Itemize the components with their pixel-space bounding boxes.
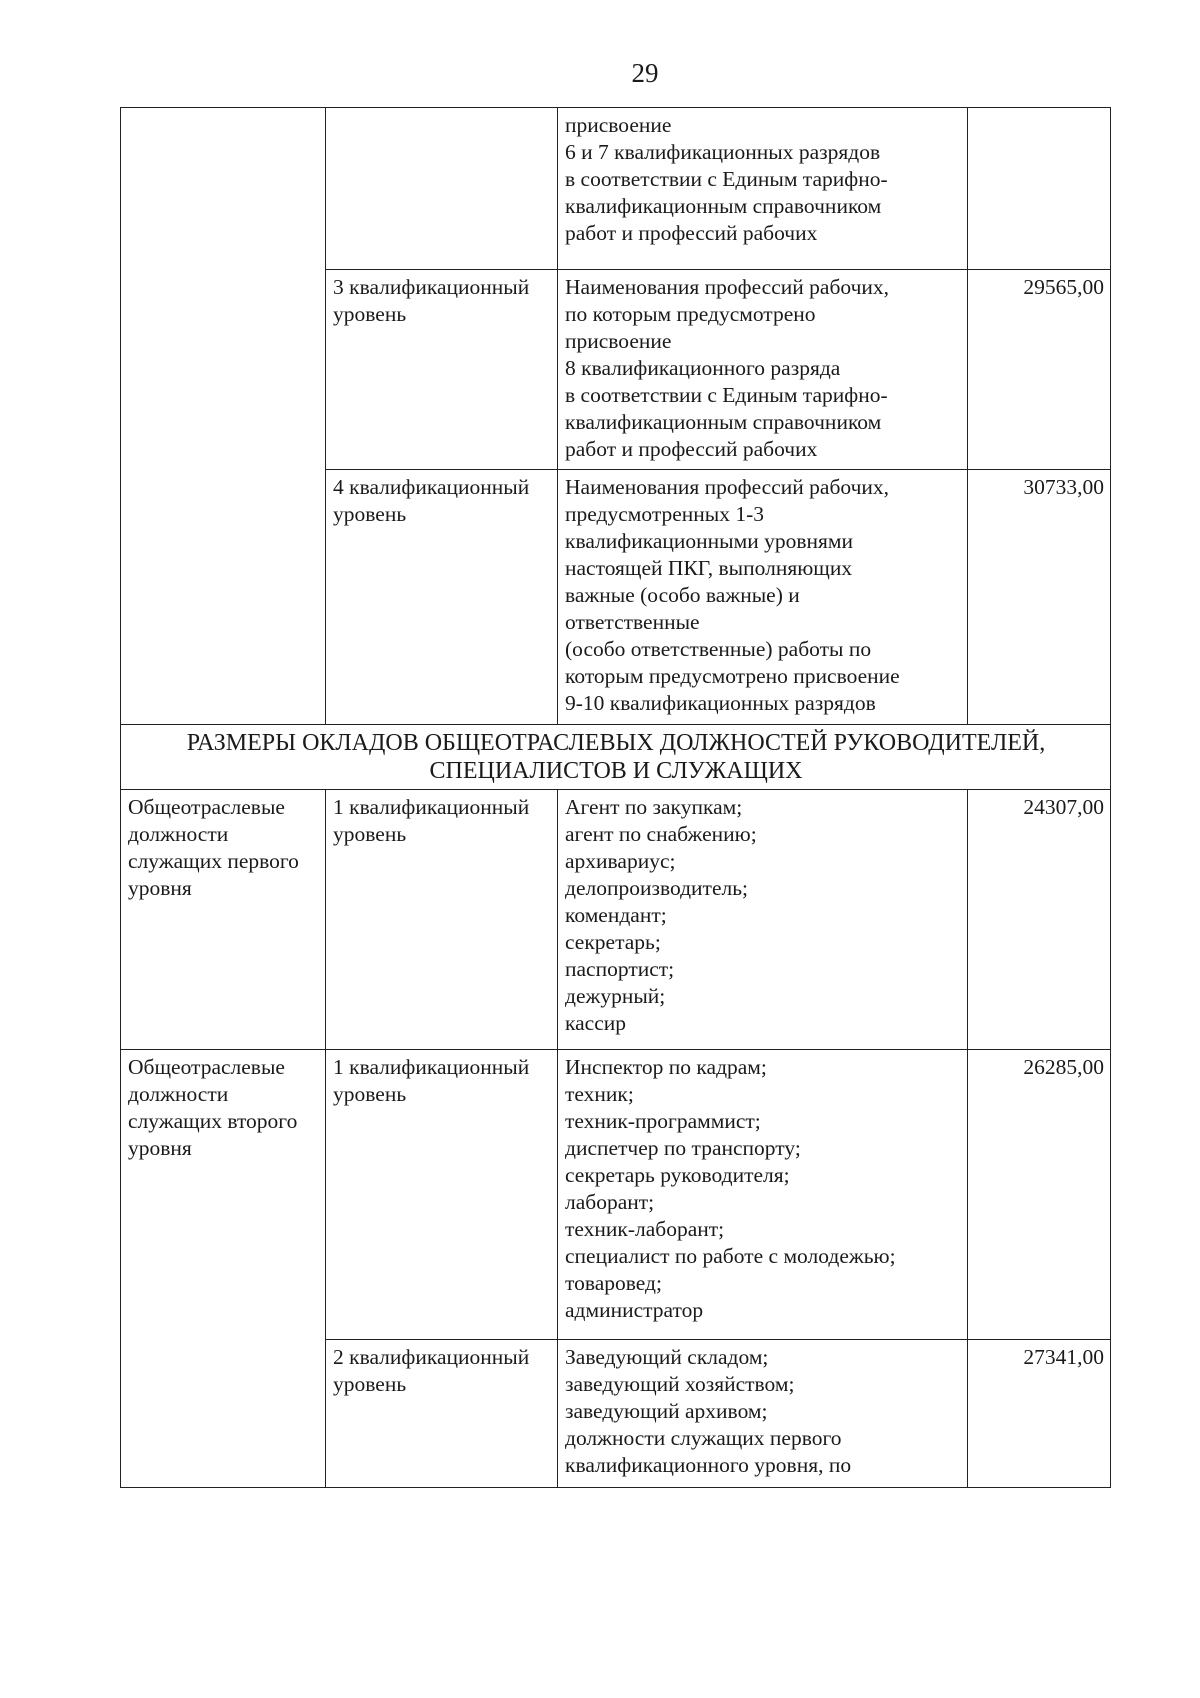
description-line: присвоение [565,329,672,353]
description-cell [558,270,968,470]
table-row [121,1050,1111,1340]
description-lines [565,112,961,247]
description-line: которым предусмотрено присвоение [565,664,900,688]
page-number: 29 [631,58,659,88]
description-line: квалификационным справочником [565,194,882,218]
description-line: делопроизводитель; [565,876,748,900]
group-cell: Общеотраслевые должности служащих первого уровня [121,790,326,1050]
description-line: Наименования профессий рабочих, [565,475,890,499]
description-cell [558,470,968,725]
description-line: администратор [565,1298,704,1322]
description-line: заведующий хозяйством; [565,1372,795,1396]
description-line: лаборант; [565,1190,655,1214]
description-line: квалификационного уровня, по [565,1453,852,1477]
description-line: Инспектор по кадрам; [565,1055,767,1079]
description-line: архивариус; [565,849,676,873]
group-cell [121,108,326,725]
description-line: работ и профессий рабочих [565,437,818,461]
description-lines [565,474,961,717]
description-line: по которым предусмотрено [565,302,816,326]
description-line: техник-лаборант; [565,1217,725,1241]
description-line: паспортист; [565,957,675,981]
description-line: предусмотренных 1-3 [565,502,765,526]
level-cell: 2 квалификационный уровень [326,1340,558,1488]
description-line: 6 и 7 квалификационных разрядов [565,140,881,164]
table-row [121,790,1111,1050]
description-line: ответственные [565,610,700,634]
description-line: квалификационным справочником [565,410,882,434]
description-line: секретарь; [565,930,661,954]
description-line: кассир [565,1011,627,1035]
salary-amount [968,108,1111,270]
table-row [121,108,1111,270]
section-title: РАЗМЕРЫ ОКЛАДОВ ОБЩЕОТРАСЛЕВЫХ ДОЛЖНОСТЕЙ РУКОВОДИТЕЛЕЙ, СПЕЦИАЛИСТОВ И СЛУЖАЩИХ [121,725,1111,790]
description-line: товаровед; [565,1271,662,1295]
group-cell: Общеотраслевые должности служащих второго уровня [121,1050,326,1488]
description-line: в соответствии с Единым тарифно- [565,383,888,407]
description-cell [558,790,968,1050]
level-cell: 3 квалификационный уровень [326,270,558,470]
salary-amount: 27341,00 [968,1340,1111,1488]
salary-amount: 29565,00 [968,270,1111,470]
description-line: техник-программист; [565,1109,761,1133]
description-cell [558,1050,968,1340]
section-row [121,725,1111,790]
level-cell: 4 квалификационный уровень [326,470,558,725]
description-cell [558,108,968,270]
description-line: важные (особо важные) и [565,583,800,607]
description-line: Заведующий складом; [565,1345,769,1369]
description-lines [565,274,961,463]
description-line: Агент по закупкам; [565,795,743,819]
description-line: специалист по работе с молодежью; [565,1244,896,1268]
description-line: настоящей ПКГ, выполняющих [565,556,853,580]
description-line: техник; [565,1082,634,1106]
description-line: 8 квалификационного разряда [565,356,841,380]
description-lines [565,1344,961,1479]
level-cell: 1 квалификационный уровень [326,1050,558,1340]
description-lines [565,794,961,1037]
description-line: (особо ответственные) работы по [565,637,872,661]
description-line: квалификационными уровнями [565,529,853,553]
description-line: дежурный; [565,984,666,1008]
salary-amount: 26285,00 [968,1050,1111,1340]
description-lines [565,1054,961,1324]
description-cell [558,1340,968,1488]
description-line: секретарь руководителя; [565,1163,790,1187]
description-line: в соответствии с Единым тарифно- [565,167,888,191]
description-line: присвоение [565,113,672,137]
salary-amount: 24307,00 [968,790,1111,1050]
level-cell: 1 квалификационный уровень [326,790,558,1050]
description-line: должности служащих первого [565,1426,842,1450]
description-line: комендант; [565,903,667,927]
level-cell [326,108,558,270]
description-line: работ и профессий рабочих [565,221,818,245]
description-line: заведующий архивом; [565,1399,768,1423]
description-line: Наименования профессий рабочих, [565,275,890,299]
description-line: 9-10 квалификационных разрядов [565,691,876,715]
description-line: диспетчер по транспорту; [565,1136,801,1160]
salary-table [120,107,1111,1488]
description-line: агент по снабжению; [565,822,757,846]
salary-amount: 30733,00 [968,470,1111,725]
